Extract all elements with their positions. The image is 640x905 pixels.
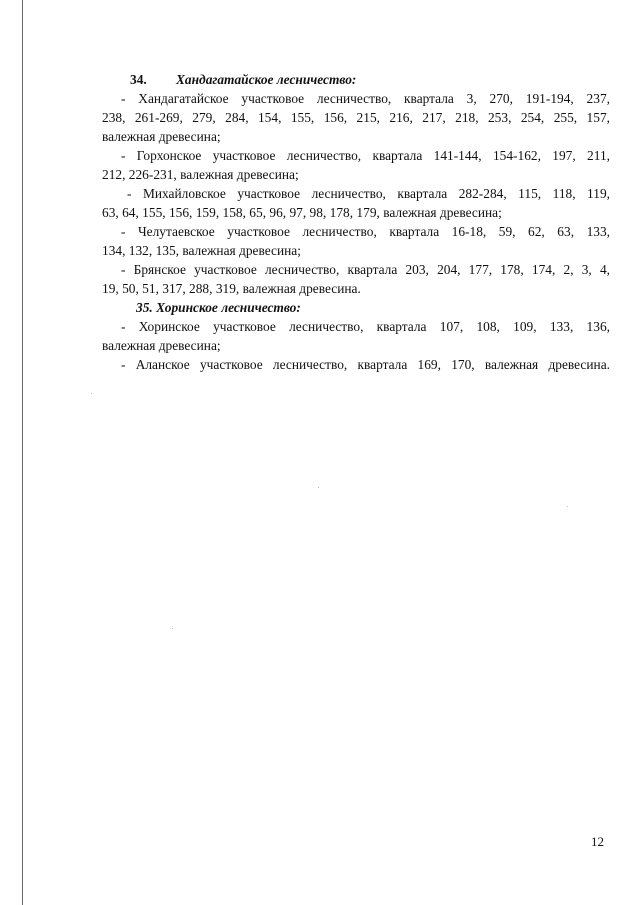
entry-bryansk xyxy=(102,260,610,298)
scan-speck xyxy=(567,506,568,507)
document-body xyxy=(102,70,610,374)
entry-line: - Хандагатайское участковое лесничество, квартала 3, 270, 191-194, 237, xyxy=(121,91,610,106)
scan-speck xyxy=(172,628,173,629)
entry-line: 238, 261-269, 279, 284, 154, 155, 156, 215, 216, 217, 218, 253, 254, 255, 157, xyxy=(102,110,610,125)
entry-mikhaylovsk xyxy=(102,184,610,222)
scan-speck xyxy=(91,393,92,394)
scan-speck xyxy=(318,487,319,488)
entry-line: - Брянское участковое лесничество, квартала 203, 204, 177, 178, 174, 2, 3, 4, xyxy=(121,262,610,277)
entry-line: 212, 226-231, валежная древесина; xyxy=(102,167,299,182)
page-number: 12 xyxy=(591,834,604,849)
entry-line: - Горхонское участковое лесничество, квартала 141-144, 154-162, 197, 211, xyxy=(121,148,610,163)
section-34-number: 34. xyxy=(130,72,147,87)
entry-line: - Челутаевское участковое лесничество, квартала 16-18, 59, 62, 63, 133, xyxy=(121,224,610,239)
entry-line: 19, 50, 51, 317, 288, 319, валежная древесина. xyxy=(102,281,361,296)
entry-chelutaev xyxy=(102,222,610,260)
entry-line: валежная древесина; xyxy=(102,129,221,144)
entry-alansk xyxy=(102,355,610,374)
scan-margin-line xyxy=(22,0,23,905)
entry-line: - Михайловское участковое лесничество, квартала 282-284, 115, 118, 119, xyxy=(127,186,610,201)
entry-line: 134, 132, 135, валежная древесина; xyxy=(102,243,301,258)
entry-line: 63, 64, 155, 156, 159, 158, 65, 96, 97, 98, 178, 179, валежная древесина; xyxy=(102,205,502,220)
section-35-heading: 35. Хоринское лесничество: xyxy=(136,300,301,315)
entry-line: - Хоринское участковое лесничество, квартала 107, 108, 109, 133, 136, xyxy=(121,319,610,334)
section-34-title: Хандагатайское лесничество: xyxy=(176,72,357,87)
section-34-heading xyxy=(130,70,610,89)
entry-line: - Аланское участковое лесничество, квартала 169, 170, валежная древесина. xyxy=(121,357,610,372)
entry-gorkhon xyxy=(102,146,610,184)
entry-khandagatay xyxy=(102,89,610,146)
entry-line: валежная древесина; xyxy=(102,338,221,353)
entry-khorinsk xyxy=(102,317,610,355)
